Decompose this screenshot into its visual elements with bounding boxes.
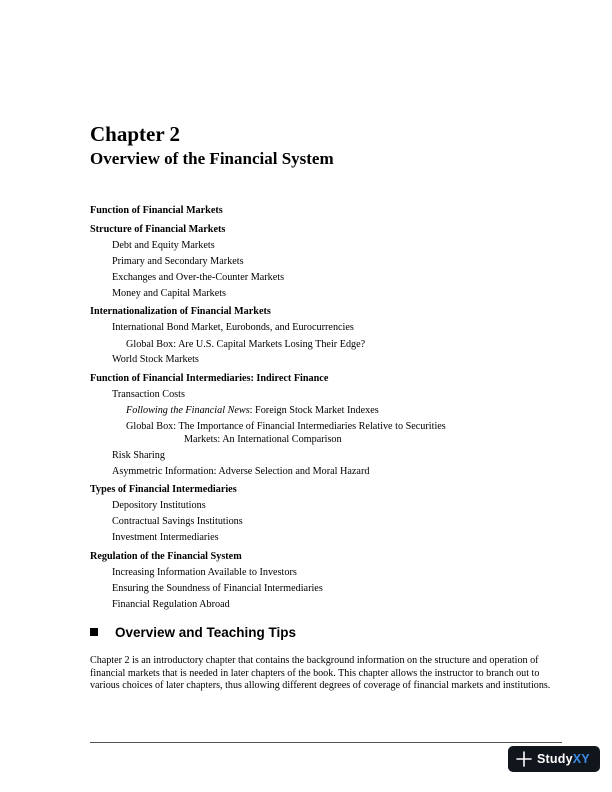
plus-sparkle-icon — [516, 751, 532, 767]
chapter-subtitle: Overview of the Financial System — [90, 149, 334, 168]
outline-section-heading: Regulation of the Financial System — [90, 550, 242, 562]
section-heading-overview — [90, 623, 296, 643]
outline-section-heading: Function of Financial Markets — [90, 205, 223, 216]
outline-item: Asymmetric Information: Adverse Selection and Moral Hazard — [112, 465, 370, 477]
outline-item: Debt and Equity Markets — [112, 239, 215, 251]
studyxy-logo — [508, 746, 600, 772]
outline-item: Contractual Savings Institutions — [112, 516, 243, 527]
outline-item: Money and Capital Markets — [112, 287, 227, 299]
outline-item: Investment Intermediaries — [112, 532, 219, 543]
outline-subitem: Following the Financial News: Foreign Stock Market Indexes — [126, 405, 379, 416]
outline-item: Depository Institutions — [112, 500, 206, 511]
outline-item: Transaction Costs — [112, 388, 185, 400]
outline-subitem: Global Box: Are U.S. Capital Markets Losing Their Edge? — [126, 338, 366, 350]
outline-item: Primary and Secondary Markets — [112, 255, 244, 267]
outline-subitem: Global Box: The Importance of Financial Intermediaries Relative to Securities Markets: An International Comparison — [126, 421, 446, 445]
outline-item: International Bond Market, Eurobonds, and Eurocurrencies — [112, 322, 354, 333]
outline-section-heading: Function of Financial Intermediaries: Indirect Finance — [90, 372, 329, 384]
outline-item: Increasing Information Available to Investors — [112, 566, 297, 578]
logo-wordmark: StudyXY — [537, 752, 590, 766]
overview-paragraph: Chapter 2 is an introductory chapter that contains the background information on the structure and operation of financial markets that is needed in later chapters of the book. This chapter allows the instructor to branch out to various choices of later chapters, thus allowing different degrees of coverage of financial markets and institutions. — [90, 655, 551, 692]
footer-divider — [90, 742, 562, 743]
chapter-title: Chapter 2 — [90, 122, 181, 146]
outline-item: Financial Regulation Abroad — [112, 598, 230, 610]
tips-heading-text: Overview and Teaching Tips — [115, 625, 297, 640]
outline-item: Exchanges and Over-the-Counter Markets — [112, 271, 285, 283]
outline-section-heading: Structure of Financial Markets — [90, 223, 226, 235]
outline-item: World Stock Markets — [112, 354, 199, 365]
chapter-outline — [90, 203, 550, 613]
outline-item: Ensuring the Soundness of Financial Intermediaries — [112, 582, 323, 594]
square-bullet-icon — [90, 628, 98, 636]
outline-item: Risk Sharing — [112, 449, 165, 461]
outline-section-heading: Types of Financial Intermediaries — [90, 484, 237, 495]
outline-section-heading: Internationalization of Financial Markets — [90, 306, 271, 317]
